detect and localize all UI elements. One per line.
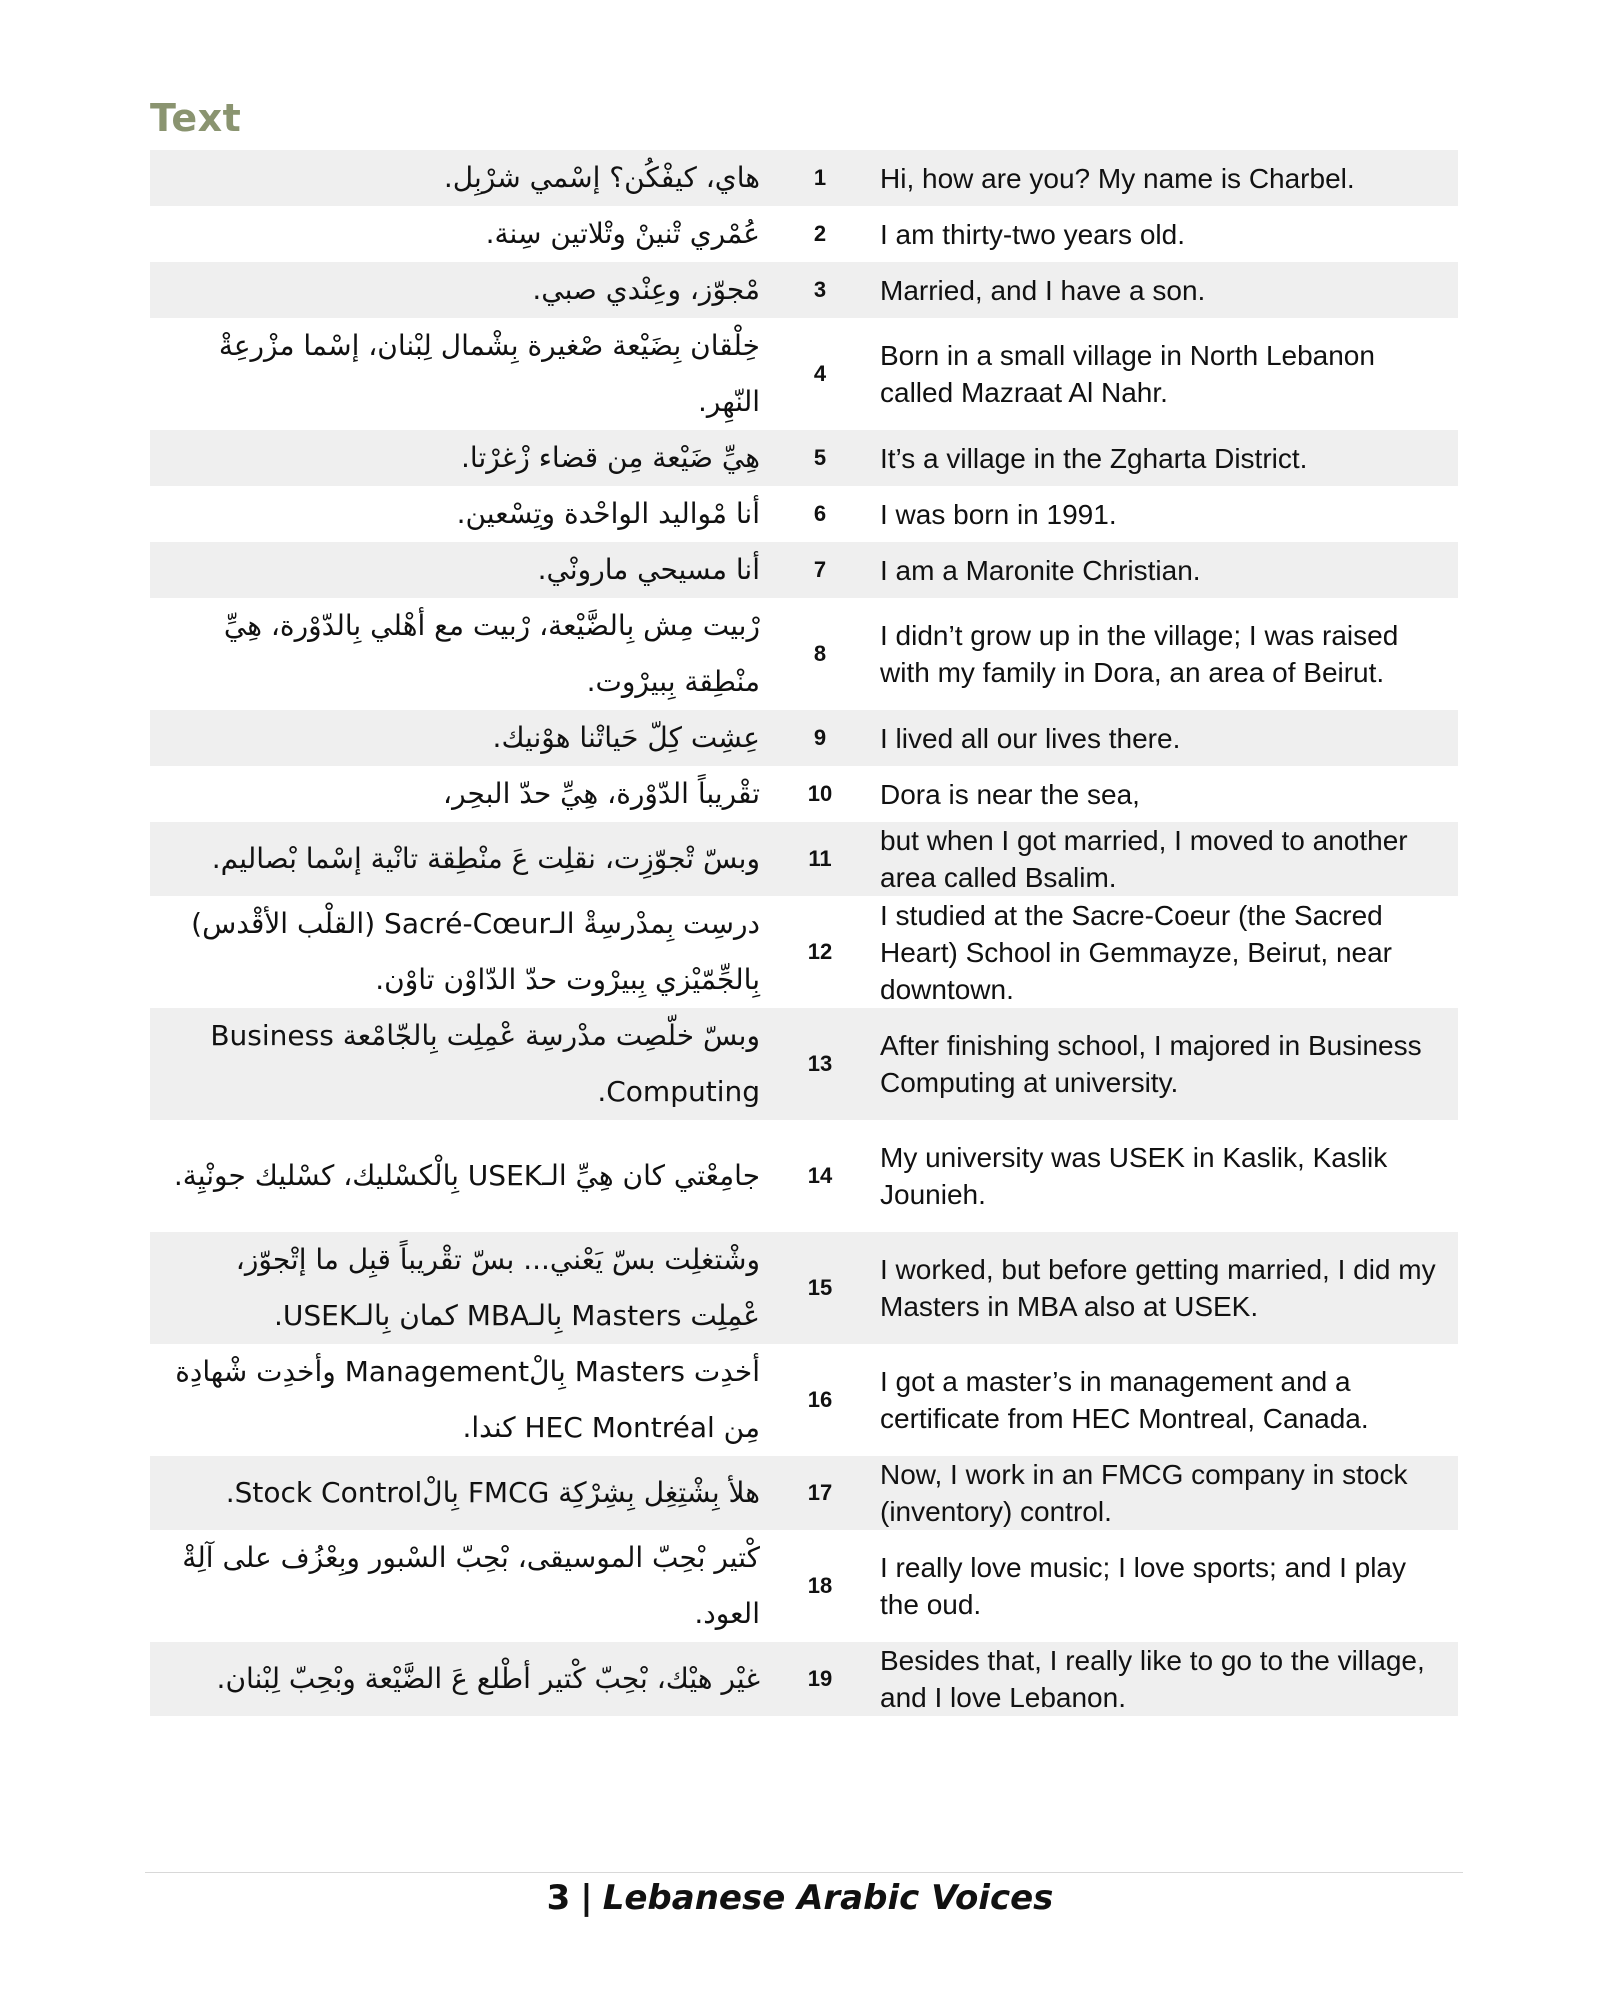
arabic-text: عُمْري تْنينْ وتْلاتين سِنة.	[485, 217, 760, 250]
line-number: 2	[813, 221, 827, 246]
table-row	[150, 318, 1458, 430]
table-row	[150, 896, 1458, 1008]
line-number: 11	[808, 846, 832, 871]
table-row	[150, 1232, 1458, 1344]
table-row	[150, 1120, 1458, 1232]
english-text: I was born in 1991.	[880, 498, 1117, 530]
text-table	[150, 150, 1458, 1716]
table-row	[150, 486, 1458, 542]
arabic-text: تقْريباً الدّوْرة، هِيِّ حدّ البحِر،	[443, 777, 760, 810]
line-number: 15	[807, 1275, 833, 1300]
footer-divider	[145, 1872, 1463, 1873]
english-text: I didn’t grow up in the village; I was raised with my family in Dora, an area of Beirut.	[880, 620, 1399, 688]
table-row	[150, 1008, 1458, 1120]
line-number: 7	[813, 557, 827, 582]
line-number: 8	[813, 641, 827, 666]
table-row	[150, 206, 1458, 262]
line-number: 14	[807, 1163, 833, 1188]
english-text: Now, I work in an FMCG company in stock (inventory) control.	[880, 1459, 1408, 1527]
table-row	[150, 430, 1458, 486]
arabic-text: درسِت بِمدْرسِةْ الـSacré-Cœur (القلْب الأقْدس) بِالجِّمّيْزي بِبيرْوت حدّ الدّاوْن تاوْن.	[191, 907, 760, 996]
english-text: Married, and I have a son.	[880, 274, 1206, 306]
table-row	[150, 710, 1458, 766]
arabic-text: أنا مسيحي مارونْي.	[537, 553, 760, 586]
arabic-text: جامِعْتي كان هِيِّ الـUSEK بِالْكسْليك، كسْليك جونْيِة.	[173, 1159, 760, 1192]
line-number: 6	[813, 501, 827, 526]
line-number: 3	[813, 277, 827, 302]
arabic-text: هِيِّ ضَيْعة مِن قضاء زْغرْتا.	[461, 441, 760, 474]
english-text: It’s a village in the Zgharta District.	[880, 442, 1308, 474]
table-row	[150, 542, 1458, 598]
arabic-text: خِلْقان بِضَيْعة صْغيرة بِشْمال لِبْنان، إسْما مزْرعِةْ النّهِر.	[218, 329, 760, 418]
arabic-text: وبسّ خلّصِت مدْرسِة عْمِلِت بِالجّامْعة Business Computing.	[210, 1019, 760, 1108]
table-row	[150, 822, 1458, 896]
arabic-text: وبسّ تْجوّزِت، نقلِت عَ منْطِقة تانْية إسْما بْصاليم.	[211, 842, 760, 875]
footer-separator: |	[580, 1878, 593, 1918]
line-number: 4	[813, 361, 827, 386]
table-row	[150, 598, 1458, 710]
table-row	[150, 1642, 1458, 1716]
english-text: I am a Maronite Christian.	[880, 554, 1201, 586]
line-number: 19	[807, 1666, 833, 1691]
line-number: 9	[813, 725, 827, 750]
table-row	[150, 766, 1458, 822]
page-footer	[0, 1878, 1600, 1918]
arabic-text: عِشِت كِلّ حَياتْنا هوْنيك.	[492, 721, 760, 754]
arabic-text: أخدِت Masters بِالْManagement وأخدِت شْهادِة مِن HEC Montréal كندا.	[175, 1355, 760, 1444]
line-number: 5	[813, 445, 827, 470]
english-text: I lived all our lives there.	[880, 722, 1181, 754]
english-text: Besides that, I really like to go to the village, and I love Lebanon.	[880, 1645, 1425, 1713]
english-text: I really love music; I love sports; and I play the oud.	[880, 1552, 1406, 1620]
line-number: 13	[807, 1051, 833, 1076]
line-number: 12	[807, 939, 833, 964]
arabic-text: كْتير بْحِبّ الموسيقى، بْحِبّ السْبور وبِعْزُف على آلِةْ العود.	[182, 1541, 760, 1630]
line-number: 16	[807, 1387, 833, 1412]
table-row	[150, 1530, 1458, 1642]
table-row	[150, 1344, 1458, 1456]
page-number: 3	[546, 1878, 571, 1918]
arabic-text: مْجوّز، وعِنْدي صبي.	[532, 273, 760, 306]
arabic-text: وشْتغلِت بسّ يَعْني... بسّ تقْريباً قبِل ما إتْجوّز، عْمِلِت Masters بِالـMBA كمان بِالـUSEK.	[235, 1243, 760, 1332]
english-text: After finishing school, I majored in Business Computing at university.	[880, 1030, 1422, 1098]
arabic-text: غيْر هيْك، بْحِبّ كْتير أطْلع عَ الضَّيْعة وبْحِبّ لِبْنان.	[216, 1662, 760, 1695]
section-heading: Text	[150, 96, 242, 140]
arabic-text: أنا مْواليد الواحْدة وتِسْعين.	[456, 497, 760, 530]
line-number: 1	[813, 165, 827, 190]
english-text: Born in a small village in North Lebanon called Mazraat Al Nahr.	[880, 340, 1375, 408]
english-text: I am thirty-two years old.	[880, 218, 1185, 250]
line-number: 18	[807, 1573, 833, 1598]
english-text: Dora is near the sea,	[880, 778, 1140, 810]
table-row	[150, 1456, 1458, 1530]
line-number: 10	[807, 781, 833, 806]
arabic-text: هلأ بِشْتِغِل بِشِرْكِة FMCG بِالْStock Control.	[225, 1476, 760, 1509]
english-text: I worked, but before getting married, I did my Masters in MBA also at USEK.	[880, 1254, 1436, 1322]
book-title: Lebanese Arabic Voices	[602, 1878, 1054, 1918]
english-text: Hi, how are you? My name is Charbel.	[880, 162, 1355, 194]
english-text: but when I got married, I moved to another area called Bsalim.	[880, 825, 1408, 893]
english-text: I got a master’s in management and a certificate from HEC Montreal, Canada.	[880, 1366, 1369, 1434]
arabic-text: رْبيت مِش بِالضَّيْعة، رْبيت مع أهْلي بِالدّوْرة، هِيِّ منْطِقة بِبيرْوت.	[223, 609, 760, 698]
english-text: My university was USEK in Kaslik, Kaslik Jounieh.	[880, 1142, 1388, 1210]
line-number: 17	[807, 1480, 833, 1505]
english-text: I studied at the Sacre-Coeur (the Sacred Heart) School in Gemmayze, Beirut, near downtown.	[880, 899, 1392, 1005]
arabic-text: هاي، كيفْكُن؟ إسْمي شرْبِل.	[443, 161, 760, 194]
table-row	[150, 262, 1458, 318]
table-row	[150, 150, 1458, 206]
